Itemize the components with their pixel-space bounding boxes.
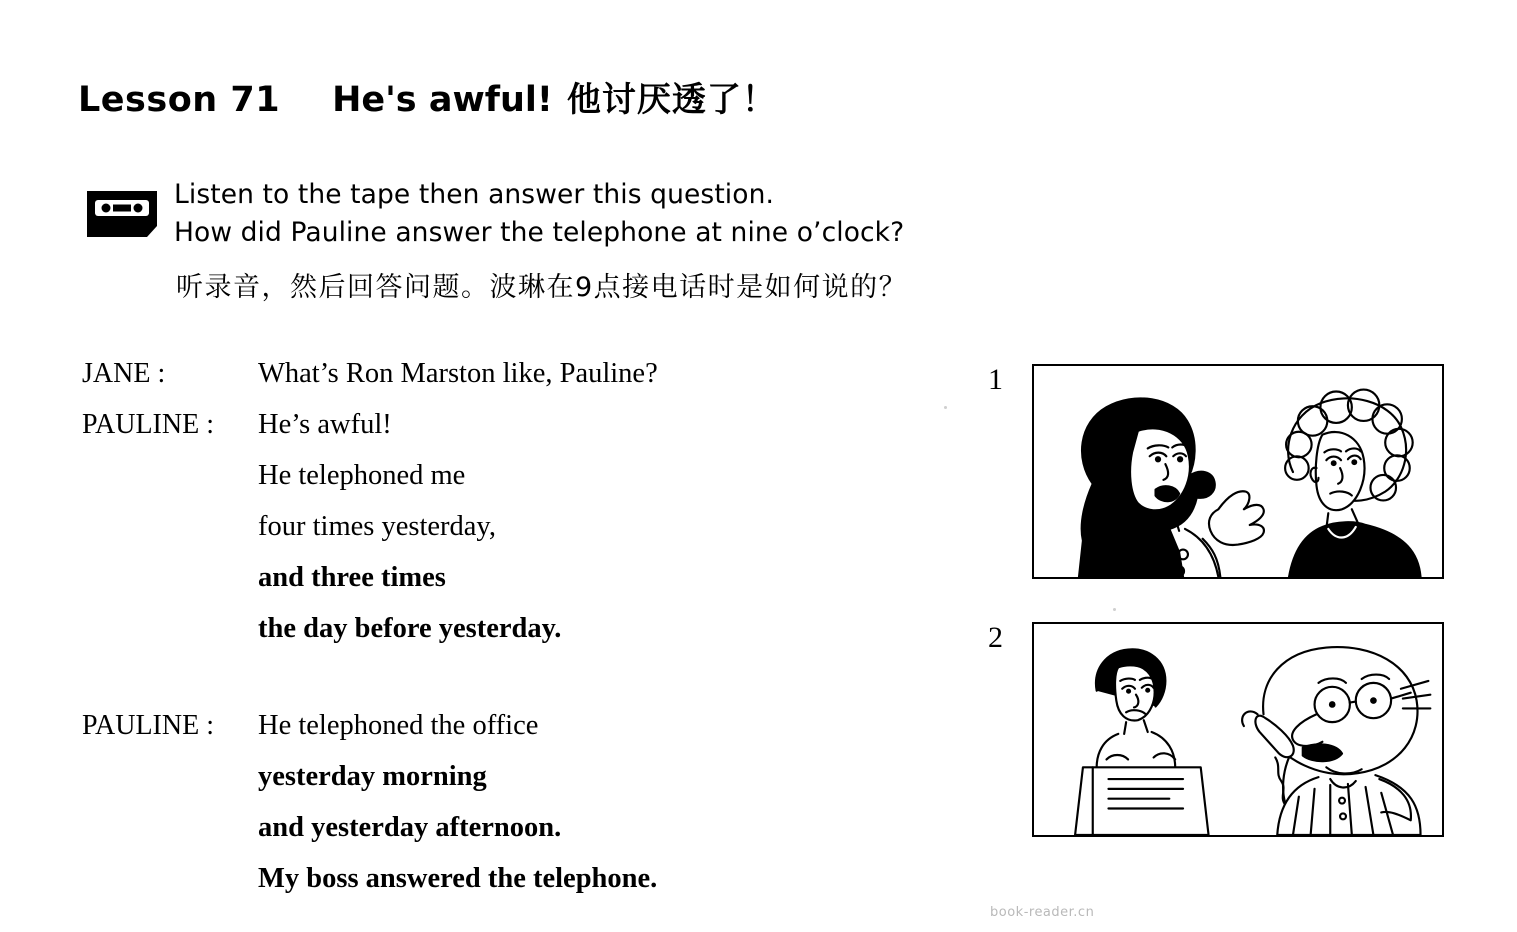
lesson-title-english: He's awful! [332,80,553,120]
dialogue-line [82,409,942,460]
page-speck [1113,608,1116,611]
dialogue-line [82,710,942,761]
dialogue-text: and three times [258,562,446,593]
page-speck [944,406,947,409]
dialogue-text: four times yesterday, [258,511,496,542]
instruction-chinese: 听录音，然后回答问题。波琳在9点接电话时是如何说的？ [176,272,908,303]
dialogue-text: He’s awful! [258,409,392,440]
dialogue-text: My boss answered the telephone. [258,863,658,894]
cassette-tape-icon [84,188,160,240]
dialogue-text: He telephoned the office [258,710,539,741]
dialogue-line [82,812,942,863]
dialogue-text: yesterday morning [258,761,487,792]
dialogue-speaker: PAULINE : [82,710,214,741]
illustration-panel-1 [1032,364,1444,579]
watermark: book-reader.cn [990,905,1095,920]
dialogue-line [82,761,942,812]
dialogue-text: He telephoned me [258,460,466,491]
dialogue-speaker: PAULINE : [82,409,214,440]
dialogue-line [82,863,942,914]
dialogue-text: What’s Ron Marston like, Pauline? [258,358,658,389]
lesson-title-chinese: 他讨厌透了！ [566,80,777,120]
dialogue-line [82,562,942,613]
dialogue-block [82,358,942,914]
page-title [78,72,777,121]
dialogue-line [82,358,942,409]
dialogue-line [82,613,942,664]
dialogue-speaker: JANE : [82,358,166,389]
panel-number: 2 [988,621,1003,654]
dialogue-line [82,460,942,511]
lesson-number: Lesson 71 [78,80,281,120]
dialogue-spacer [82,664,942,710]
illustration-panel-2 [1032,622,1444,837]
instruction-line-2: How did Pauline answer the telephone at nine o’clock? [174,216,905,248]
dialogue-text: the day before yesterday. [258,613,562,644]
dialogue-line [82,511,942,562]
dialogue-text: and yesterday afternoon. [258,812,562,843]
panel-number: 1 [988,363,1003,396]
instruction-block [174,176,904,251]
instruction-line-1: Listen to the tape then answer this question. [174,179,774,210]
